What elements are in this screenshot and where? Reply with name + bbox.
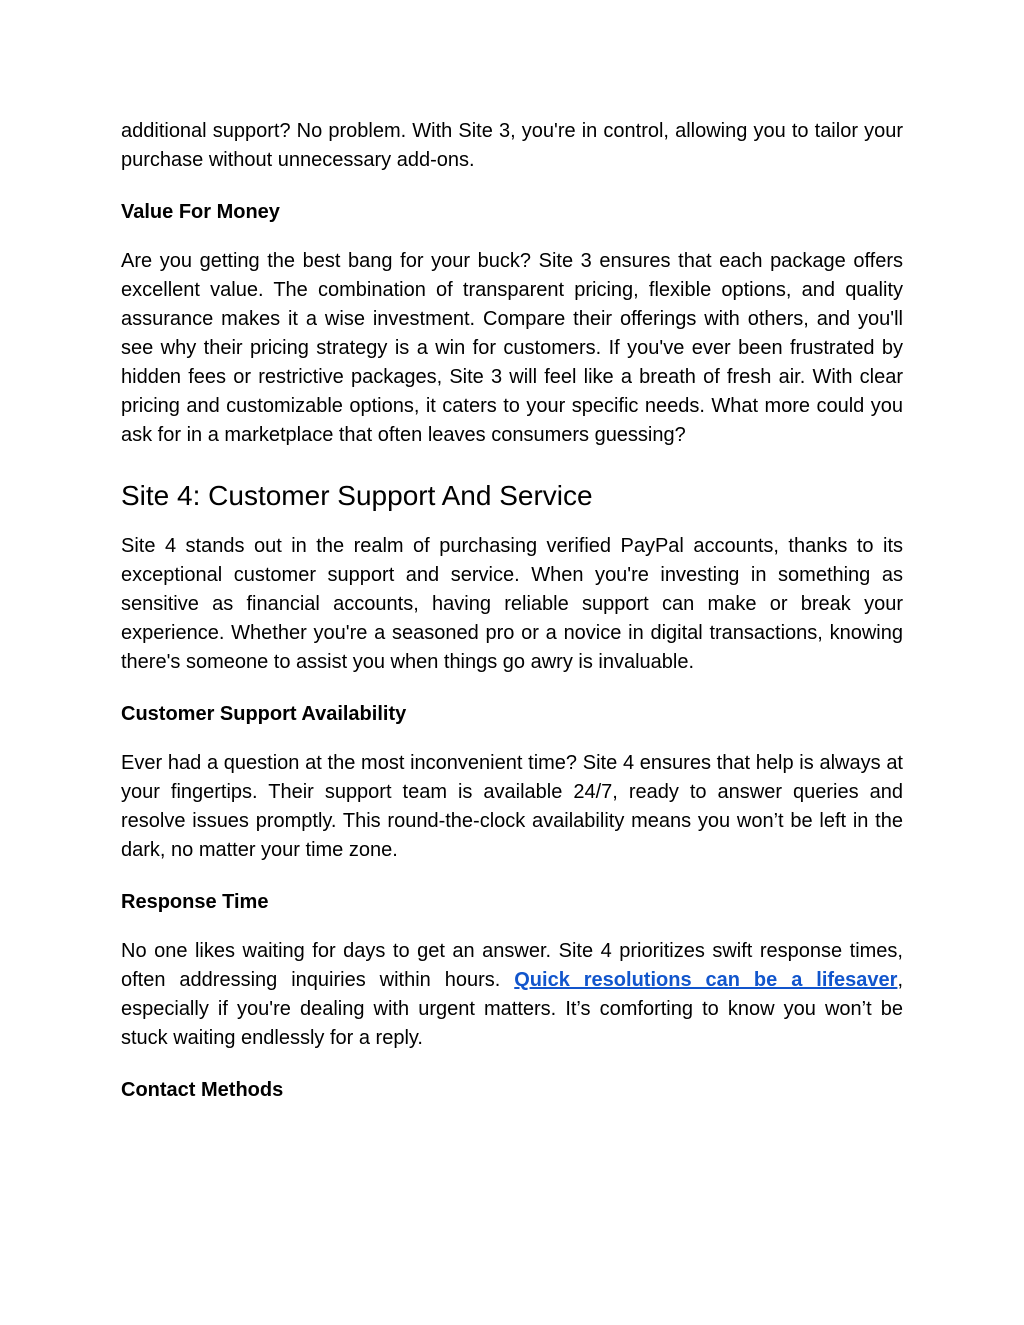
paragraph-response-time (121, 937, 903, 1053)
paragraph-support-availability: Ever had a question at the most inconvenient time? Site 4 ensures that help is always at your fingertips. Their support team is available 24/7, ready to answer queries and resolve issues promptly. This round-the-clock availability means you won’t be left in the dark, no matter your time zone. (121, 752, 903, 861)
paragraph-site-4: Site 4 stands out in the realm of purchasing verified PayPal accounts, thanks to its exceptional customer support and service. When you're investing in something as sensitive as financial accounts, having reliable support can make or break your experience. Whether you're a seasoned pro or a novice in digital transactions, knowing there's someone to assist you when things go awry is invaluable. (121, 535, 903, 673)
paragraph-value-for-money: Are you getting the best bang for your buck? Site 3 ensures that each package offers excellent value. The combination of transparent pricing, flexible options, and quality assurance makes it a wise investment. Compare their offerings with others, and you'll see why their pricing strategy is a win for customers. If you've ever been frustrated by hidden fees or restrictive packages, Site 3 will feel like a breath of fresh air. With clear pricing and customizable options, it caters to your specific needs. What more could you ask for in a marketplace that often leaves consumers guessing? (121, 250, 903, 446)
heading-support-availability: Customer Support Availability (121, 703, 407, 725)
document-page (121, 117, 903, 1105)
quick-resolutions-link[interactable]: Quick resolutions can be a lifesaver (514, 969, 898, 991)
response-text-before: No one likes waiting for days to get an answer. Site 4 prioritizes swift response times, often addressing inquiries within hours. (121, 940, 903, 991)
heading-value-for-money: Value For Money (121, 201, 280, 223)
heading-site-4: Site 4: Customer Support And Service (121, 480, 593, 511)
paragraph-intro: additional support? No problem. With Site 3, you're in control, allowing you to tailor your purchase without unnecessary add-ons. (121, 120, 903, 171)
heading-contact-methods: Contact Methods (121, 1079, 284, 1101)
heading-response-time: Response Time (121, 891, 269, 913)
response-text-after: , especially if you're dealing with urgent matters. It’s comforting to know you won’t be stuck waiting endlessly for a reply. (121, 969, 903, 1049)
